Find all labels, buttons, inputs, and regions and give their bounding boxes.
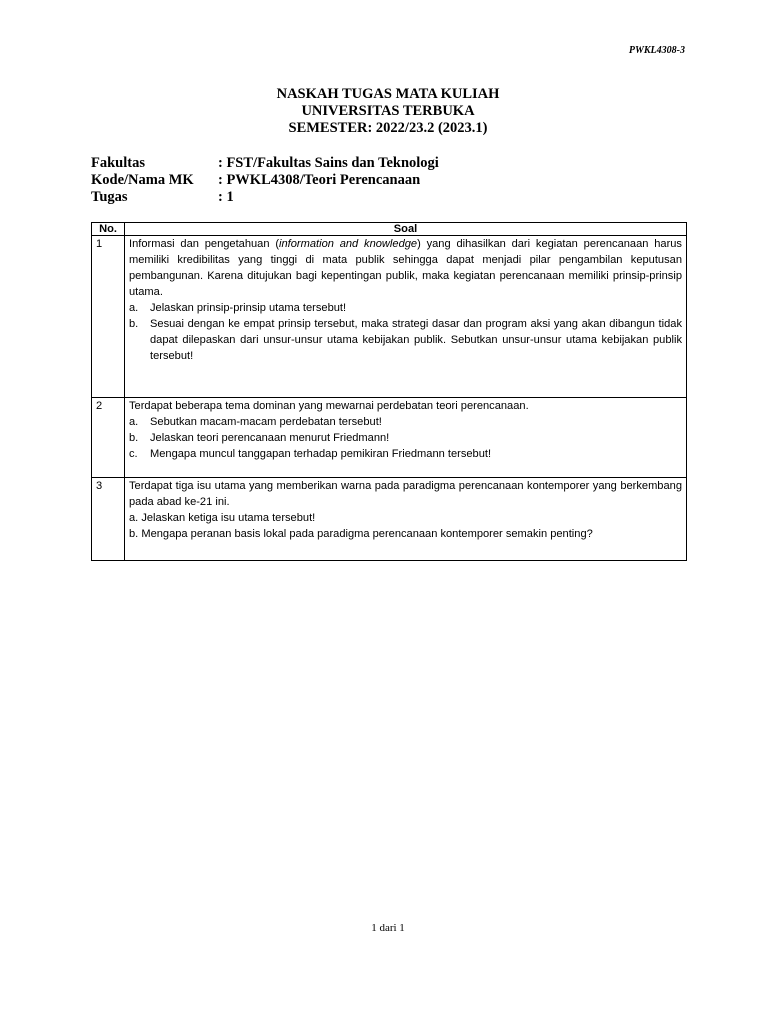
- item-label: a.: [129, 302, 139, 314]
- meta-key: Fakultas: [91, 155, 145, 171]
- question-intro: Terdapat tiga isu utama yang memberikan warna pada paradigma perencanaan kontemporer yang berkembang pada abad ke-21 ini.: [129, 480, 682, 508]
- item-text: Jelaskan teori perencanaan menurut Friedmann!: [150, 432, 390, 444]
- item-label: a.: [129, 416, 139, 428]
- item-text: Jelaskan prinsip-prinsip utama tersebut!: [150, 302, 347, 314]
- sub-question-list: [129, 414, 682, 462]
- item-label: b.: [129, 318, 139, 330]
- title-line-1: NASKAH TUGAS MATA KULIAH: [276, 86, 500, 102]
- meta-key: Kode/Nama MK: [91, 172, 194, 188]
- table-row: [92, 398, 687, 478]
- meta-value: : PWKL4308/Teori Perencanaan: [218, 172, 421, 188]
- header-soal: Soal: [125, 223, 687, 236]
- course-info: [91, 155, 439, 206]
- table-row: [92, 478, 687, 561]
- list-item: [129, 430, 682, 446]
- document-title: [0, 86, 768, 137]
- question-number: 1: [92, 236, 125, 398]
- question-cell: [125, 478, 687, 561]
- title-line-2: UNIVERSITAS TERBUKA: [301, 103, 475, 119]
- item-label: c.: [129, 448, 138, 460]
- item-text: Mengapa muncul tanggapan terhadap pemikiran Friedmann tersebut!: [150, 448, 492, 460]
- document-code: PWKL4308-3: [628, 45, 685, 56]
- intro-text: Informasi dan pengetahuan (: [129, 238, 280, 250]
- sub-question-list: [129, 300, 682, 364]
- list-item: [129, 414, 682, 430]
- meta-row-tugas: [91, 189, 439, 206]
- item-text: Sesuai dengan ke empat prinsip tersebut, maka strategi dasar dan program aksi yang akan dibangun tidak dapat dilepaskan dari unsur-unsur utama kebijakan publik. Sebutkan unsur-unsur utama kebijakan publik tersebut!: [150, 318, 682, 362]
- page-number: 1 dari 1: [371, 922, 405, 934]
- intro-italic-text: information and knowledge: [279, 238, 418, 250]
- sub-question-line: a. Jelaskan ketiga isu utama tersebut!: [129, 512, 316, 524]
- item-label: b.: [129, 432, 139, 444]
- table-header-row: [92, 223, 687, 236]
- meta-key: Tugas: [91, 189, 128, 205]
- meta-row-kode-mk: [91, 172, 439, 189]
- sub-question-line: b. Mengapa peranan basis lokal pada paradigma perencanaan kontemporer semakin penting?: [129, 528, 593, 540]
- item-text: Sebutkan macam-macam perdebatan tersebut!: [150, 416, 382, 428]
- header-no: No.: [92, 223, 125, 236]
- question-number: 2: [92, 398, 125, 478]
- list-item: [129, 446, 682, 462]
- title-line-3: SEMESTER: 2022/23.2 (2023.1): [288, 120, 488, 136]
- meta-value: : 1: [218, 189, 234, 205]
- meta-value: : FST/Fakultas Sains dan Teknologi: [218, 155, 439, 171]
- question-intro: [129, 236, 682, 300]
- list-item: [129, 300, 682, 316]
- question-intro: Terdapat beberapa tema dominan yang mewarnai perdebatan teori perencanaan.: [129, 400, 529, 412]
- meta-row-fakultas: [91, 155, 439, 172]
- intro-text: ) yang dihasilkan dari kegiatan perencanaan harus memiliki kredibilitas yang tinggi di mata publik sehingga dapat menjadi pilar pengambilan keputusan pembangunan. Karena ditujukan bagi kepentingan publik, maka kegiatan perencanaan memiliki prinsip-prinsip utama.: [129, 238, 682, 298]
- question-cell: [125, 236, 687, 398]
- question-cell: [125, 398, 687, 478]
- list-item: [129, 316, 682, 364]
- table-row: [92, 236, 687, 398]
- questions-table: [91, 222, 687, 561]
- question-number: 3: [92, 478, 125, 561]
